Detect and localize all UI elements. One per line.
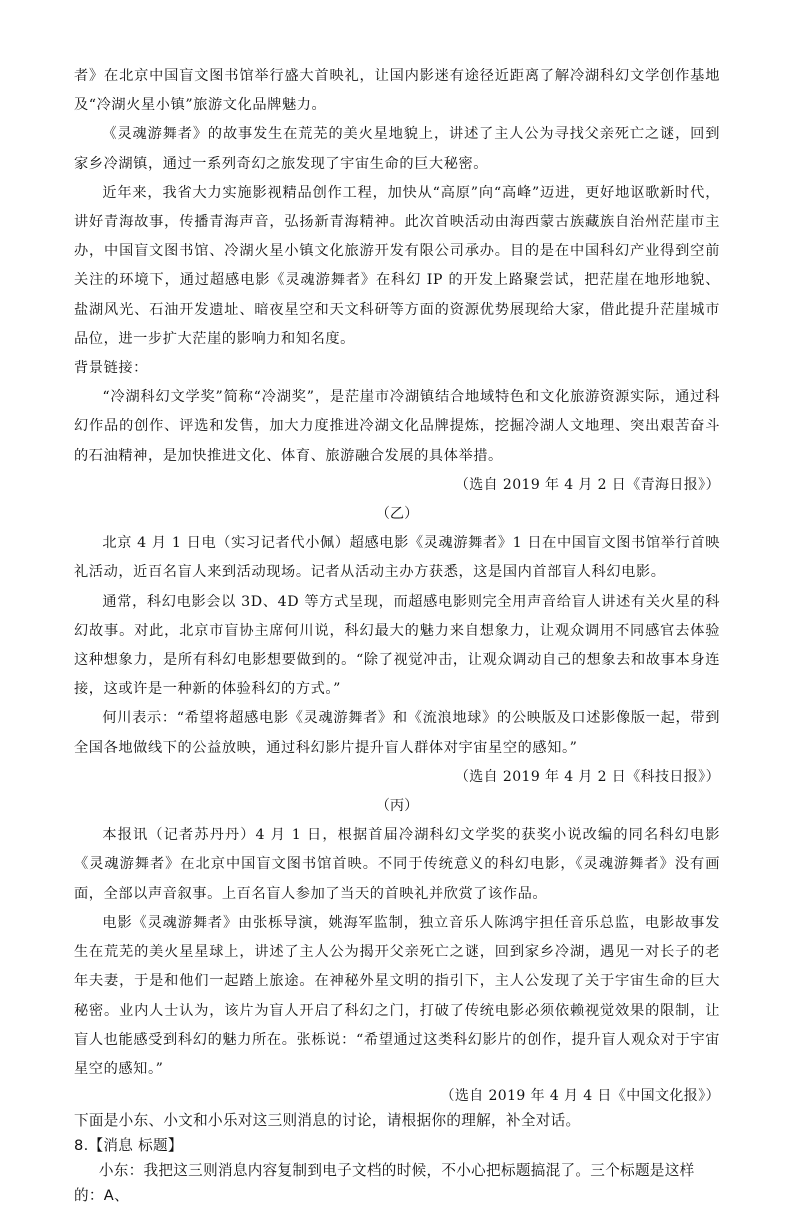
article-yi-paragraph-3: 何川表示：“希望将超感电影《灵魂游舞者》和《流浪地球》的公映版及口述影像版一起，带到全国各地做线下的公益放映，通过科幻影片提升盲人群体对宇宙星空的感知。” <box>74 710 720 756</box>
article-jia-paragraph-3: 近年来，我省大力实施影视精品创作工程，加快从“高原”向“高峰”迈进，更好地讴歌新时代，讲好青海故事，传播青海声音，弘扬新青海精神。此次首映活动由海西蒙古族藏族自治州茫崖市主办，中国盲文图书馆、冷湖火星小镇文化旅游开发有限公司承办。目的是在中国科幻产业得到空前关注的环境下，通过超感电影《灵魂游舞者》在科幻 IP 的开发上路聚尝试，把茫崖在地形地貌、盐湖风光、石油开发遗址、暗夜星空和天文科研等方面的资源优势展现给大家，借此提升茫崖城市品位，进一步扩大茫崖的影响力和知名度。 <box>74 184 720 347</box>
background-link-text: “冷湖科幻文学奖”简称“冷湖奖”，是茫崖市冷湖镇结合地域特色和文化旅游资源实际，通过科幻作品的创作、评选和发售，加大力度推进冷湖文化品牌提炼，挖掘冷湖人文地理、突出艰苦奋斗的石油精神，是加快推进文化、体育、旅游融合发展的具体举措。 <box>74 389 720 464</box>
article-jia-continued: 者》在北京中国盲文图书馆举行盛大首映礼，让国内影迷有途径近距离了解冷湖科幻文学创作基地及“冷湖火星小镇”旅游文化品牌魅力。 <box>74 68 720 114</box>
article-yi-source: （选自 2019 年 4 月 2 日《科技日报》） <box>454 768 720 785</box>
question-8-text: 小东：我把这三则消息内容复制到电子文档的时候，不小心把标题搞混了。三个标题是这样的：A、 <box>74 1162 695 1205</box>
article-bing-paragraph-1: 本报讯（记者苏丹丹）4 月 1 日，根据首届冷湖科幻文学奖的获奖小说改编的同名科幻电影《灵魂游舞者》在北京中国盲文图书馆首映。不同于传统意义的科幻电影，《灵魂游舞者》没有画面，全部以声音叙事。上百名盲人参加了当天的首映礼并欣赏了该作品。 <box>74 827 720 902</box>
article-yi-paragraph-2: 通常，科幻电影会以 3D、4D 等方式呈现，而超感电影则完全用声音给盲人讲述有关火星的科幻故事。对此，北京市盲协主席何川说，科幻最大的魅力来自想象力，让观众调用不同感官去体验这种想象力，是所有科幻电影想要做到的。“除了视觉冲击，让观众调动自己的想象去和故事本身连接，这或许是一种新的体验科幻的方式。” <box>74 593 720 698</box>
article-yi-paragraph-1: 北京 4 月 1 日电（实习记者代小佩）超感电影《灵魂游舞者》1 日在中国盲文图书馆举行首映礼活动，近百名盲人来到活动现场。记者从活动主办方获悉，这是国内首部盲人科幻电影。 <box>74 535 720 581</box>
question-8-label: 8.【消息 标题】 <box>74 1137 183 1155</box>
article-jia-source: （选自 2019 年 4 月 2 日《青海日报》） <box>454 476 720 493</box>
article-jia-paragraph-2: 《灵魂游舞者》的故事发生在荒芜的美火星地貌上，讲述了主人公为寻找父亲死亡之谜，回到家乡冷湖镇，通过一系列奇幻之旅发现了宇宙生命的巨大秘密。 <box>74 126 720 172</box>
article-bing-source: （选自 2019 年 4 月 4 日《中国文化报》） <box>440 1088 720 1105</box>
background-link-label: 背景链接： <box>74 360 148 377</box>
article-bing-heading: （丙） <box>375 798 419 815</box>
document-body <box>74 62 720 1208</box>
article-yi-heading: （乙） <box>375 506 419 523</box>
question-intro: 下面是小东、小文和小乐对这三则消息的讨论，请根据你的理解，补全对话。 <box>74 1112 581 1130</box>
article-bing-paragraph-2: 电影《灵魂游舞者》由张栎导演，姚海军监制，独立音乐人陈鸿宇担任音乐总监，电影故事发生在荒芜的美火星星球上，讲述了主人公为揭开父亲死亡之谜，回到家乡冷湖，遇见一对长子的老年夫妻，于是和他们一起踏上旅途。在神秘外星文明的指引下，主人公发现了关于宇宙生命的巨大秘密。业内人士认为，该片为盲人开启了科幻之门，打破了传统电影必须依赖视觉效果的限制，让盲人也能感受到科幻的魅力所在。张栎说：“希望通过这类科幻影片的创作，提升盲人观众对于宇宙星空的感知。” <box>74 914 720 1077</box>
